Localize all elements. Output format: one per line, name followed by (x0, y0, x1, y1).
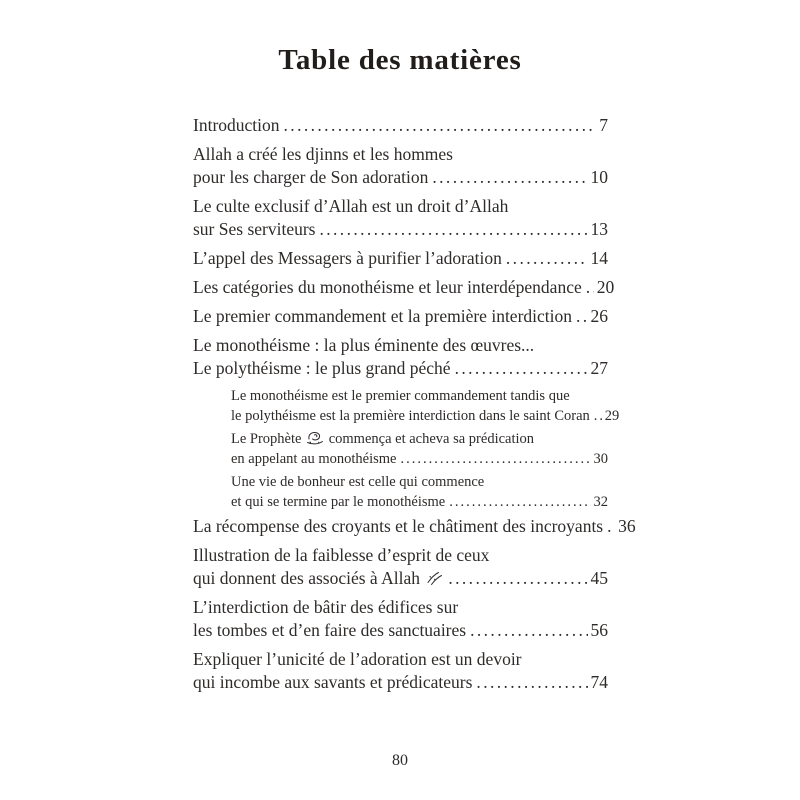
toc-entry-text: et qui se termine par le monothéisme (231, 494, 446, 510)
toc-entry (193, 648, 608, 694)
page-number: 80 (392, 752, 408, 769)
toc-entry (193, 544, 608, 590)
toc-entry-line (193, 648, 608, 671)
toc-entry-text: Le polythéisme : le plus grand péché (193, 358, 451, 378)
toc-entry-line (193, 276, 615, 299)
toc-entry-text: Le premier commandement et la première interdiction (193, 306, 573, 326)
toc-entry-line (193, 334, 608, 357)
dot-leader (506, 247, 588, 270)
toc-entry-text: sur Ses serviteurs (193, 219, 316, 239)
toc-entry (193, 305, 608, 328)
toc-entry-line (193, 305, 608, 328)
toc-list (193, 114, 636, 700)
toc-entry-text: le polythéisme est la première interdiction dans le saint Coran (231, 408, 590, 424)
toc-subentry (231, 386, 620, 426)
toc-entry (193, 143, 608, 189)
azza-calligraphy-icon (425, 571, 443, 586)
toc-entry-line (193, 143, 608, 166)
toc-entry-text: Allah a créé les djinns et les hommes (193, 144, 453, 164)
toc-entry (193, 195, 608, 241)
toc-entry-line (193, 671, 608, 694)
dot-leader (576, 305, 587, 328)
toc-page-number: 13 (590, 219, 608, 239)
dot-leader (470, 619, 587, 642)
toc-entry-line (231, 429, 608, 449)
toc-page-number: 10 (590, 167, 608, 187)
toc-page-number: 7 (599, 115, 608, 135)
toc-page-number: 29 (604, 408, 620, 424)
toc-entry-text: La récompense des croyants et le châtiment des incroyants (193, 516, 604, 536)
toc-entry-text: L’appel des Messagers à purifier l’adoration (193, 248, 502, 268)
dot-leader (449, 492, 590, 512)
dot-leader (319, 218, 587, 241)
toc-entry (193, 247, 608, 270)
toc-entry-text: L’interdiction de bâtir des édifices sur (193, 597, 459, 617)
toc-subentry (231, 472, 608, 512)
toc-entry-line (193, 544, 608, 567)
toc-entry-text: pour les charger de Son adoration (193, 167, 429, 187)
dot-leader (476, 671, 587, 694)
toc-entry-line (231, 492, 608, 512)
toc-entry-line (231, 406, 620, 426)
dot-leader (586, 276, 594, 299)
toc-entry-text: Le culte exclusif d’Allah est un droit d’Allah (193, 196, 509, 216)
toc-entry-line (193, 195, 608, 218)
toc-page-number: 56 (590, 620, 608, 640)
toc-entry-text: Les catégories du monothéisme et leur interdépendance (193, 277, 582, 297)
toc-entry (193, 515, 636, 538)
toc-entry-text: qui donnent des associés à Allah (193, 567, 444, 590)
dot-leader (594, 406, 602, 426)
toc-entry-text: Le monothéisme : la plus éminente des œuvres... (193, 335, 535, 355)
toc-page-number: 32 (593, 494, 608, 510)
toc-entry-text: qui incombe aux savants et prédicateurs (193, 672, 473, 692)
toc-page-number: 45 (590, 568, 608, 588)
toc-entry-text: Illustration de la faiblesse d’esprit de ceux (193, 545, 490, 565)
toc-entry-text: Le Prophète commença et acheva sa prédication (231, 431, 535, 447)
toc-entry-line (193, 515, 636, 538)
dot-leader (432, 166, 587, 189)
toc-page-number: 26 (590, 306, 608, 326)
toc-subentry (231, 429, 608, 469)
toc-entry-line (193, 567, 608, 590)
toc-entry-line (231, 449, 608, 469)
toc-entry-text: Une vie de bonheur est celle qui commence (231, 474, 485, 490)
toc-page-number: 20 (596, 277, 615, 297)
toc-entry-text: en appelant au monothéisme (231, 451, 397, 467)
toc-entry-line (231, 472, 608, 492)
toc-entry-line (193, 218, 608, 241)
toc-entry-line (231, 386, 608, 406)
toc-entry-line (193, 619, 608, 642)
toc-entry-text: Expliquer l’unicité de l’adoration est un devoir (193, 649, 522, 669)
dot-leader (401, 449, 591, 469)
toc-entry (193, 276, 615, 299)
dot-leader (448, 567, 587, 590)
toc-page-number: 30 (593, 451, 608, 467)
toc-entry-text: Introduction (193, 115, 280, 135)
toc-entry-line (193, 247, 608, 270)
toc-entry (193, 114, 608, 137)
toc-entry-line (193, 596, 608, 619)
toc-page-number: 74 (590, 672, 608, 692)
toc-entry-line (193, 114, 608, 137)
toc-entry-line (193, 357, 608, 380)
toc-page-number: 36 (618, 516, 636, 536)
toc-page-number: 27 (590, 358, 608, 378)
toc-page-number: 14 (590, 248, 608, 268)
page-title: Table des matières (278, 44, 522, 76)
toc-entry (193, 596, 608, 642)
toc-entry-line (193, 166, 608, 189)
toc-entry-text: Le monothéisme est le premier commandement tandis que (231, 388, 570, 404)
toc-entry (193, 334, 608, 380)
dot-leader (455, 357, 588, 380)
dot-leader (607, 515, 615, 538)
saw-calligraphy-icon (306, 430, 324, 445)
dot-leader (284, 114, 597, 137)
toc-entry-text: les tombes et d’en faire des sanctuaires (193, 620, 467, 640)
